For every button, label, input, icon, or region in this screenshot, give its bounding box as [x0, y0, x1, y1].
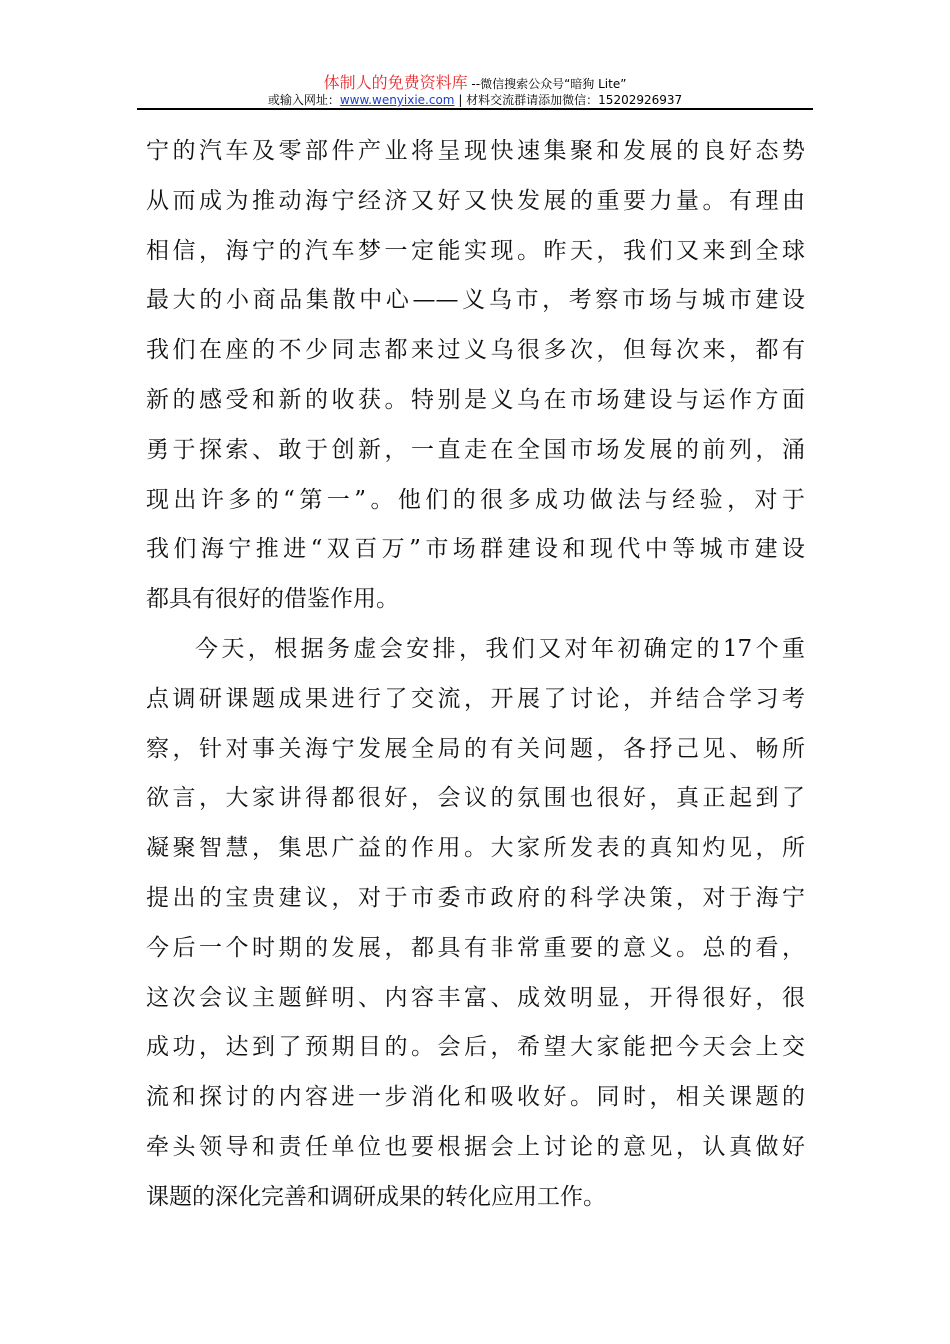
text-line: 凝聚智慧，集思广益的作用。大家所发表的真知灼见，所 — [146, 835, 805, 862]
text-line: 今天，根据务虚会安排，我们又对年初确定的17个重 — [195, 636, 805, 662]
text-line: 察，针对事关海宁发展全局的有关问题，各抒己见、畅所 — [146, 735, 805, 762]
header-subtitle: --微信搜索公众号“暗狗 Lite” — [471, 77, 627, 91]
text-line: 最大的小商品集散中心——义乌市，考察市场与城市建设 — [146, 287, 805, 314]
contact-info: | 材料交流群请添加微信：15202926937 — [454, 93, 683, 107]
text-line: 欲言，大家讲得都很好，会议的氛围也很好，真正起到了 — [146, 785, 805, 812]
text-line: 今后一个时期的发展，都具有非常重要的意义。总的看， — [146, 934, 805, 961]
text-line: 相信，海宁的汽车梦一定能实现。昨天，我们又来到全球 — [146, 237, 805, 264]
url-label: 或输入网址： — [267, 93, 340, 107]
text-line: 新的感受和新的收获。特别是义乌在市场建设与运作方面 — [146, 387, 805, 413]
text-line: 这次会议主题鲜明、内容丰富、成效明显，开得很好，很 — [146, 984, 805, 1011]
website-link[interactable]: www.wenyixie.com — [339, 93, 455, 107]
text-line: 我们在座的不少同志都来过义乌很多次，但每次来，都有 — [146, 337, 805, 364]
text-line: 提出的宝贵建议，对于市委市政府的科学决策，对于海宁 — [146, 885, 805, 911]
text-line: 点调研课题成果进行了交流，开展了讨论，并结合学习考 — [146, 685, 805, 712]
text-line: 宁的汽车及零部件产业将呈现快速集聚和发展的良好态势 — [146, 138, 805, 164]
text-line: 勇于探索、敢于创新，一直走在全国市场发展的前列，涌 — [146, 436, 805, 463]
text-line: 都具有很好的借鉴作用。 — [146, 586, 399, 613]
text-line: 流和探讨的内容进一步消化和吸收好。同时，相关课题的 — [146, 1084, 805, 1111]
header-contact — [0, 91, 950, 108]
text-line: 现出许多的“第一”。他们的很多成功做法与经验，对于 — [146, 486, 805, 513]
header-divider — [137, 108, 813, 110]
header-title: 体制人的免费资料库 — [323, 73, 468, 92]
header-banner — [0, 70, 950, 93]
text-line: 我们海宁推进“双百万”市场群建设和现代中等城市建设 — [146, 536, 805, 563]
text-line: 从而成为推动海宁经济又好又快发展的重要力量。有理由 — [146, 187, 805, 214]
text-line: 牵头领导和责任单位也要根据会上讨论的意见，认真做好 — [146, 1134, 805, 1160]
text-line: 成功，达到了预期目的。会后，希望大家能把今天会上交 — [146, 1034, 805, 1061]
text-line: 课题的深化完善和调研成果的转化应用工作。 — [146, 1183, 606, 1210]
